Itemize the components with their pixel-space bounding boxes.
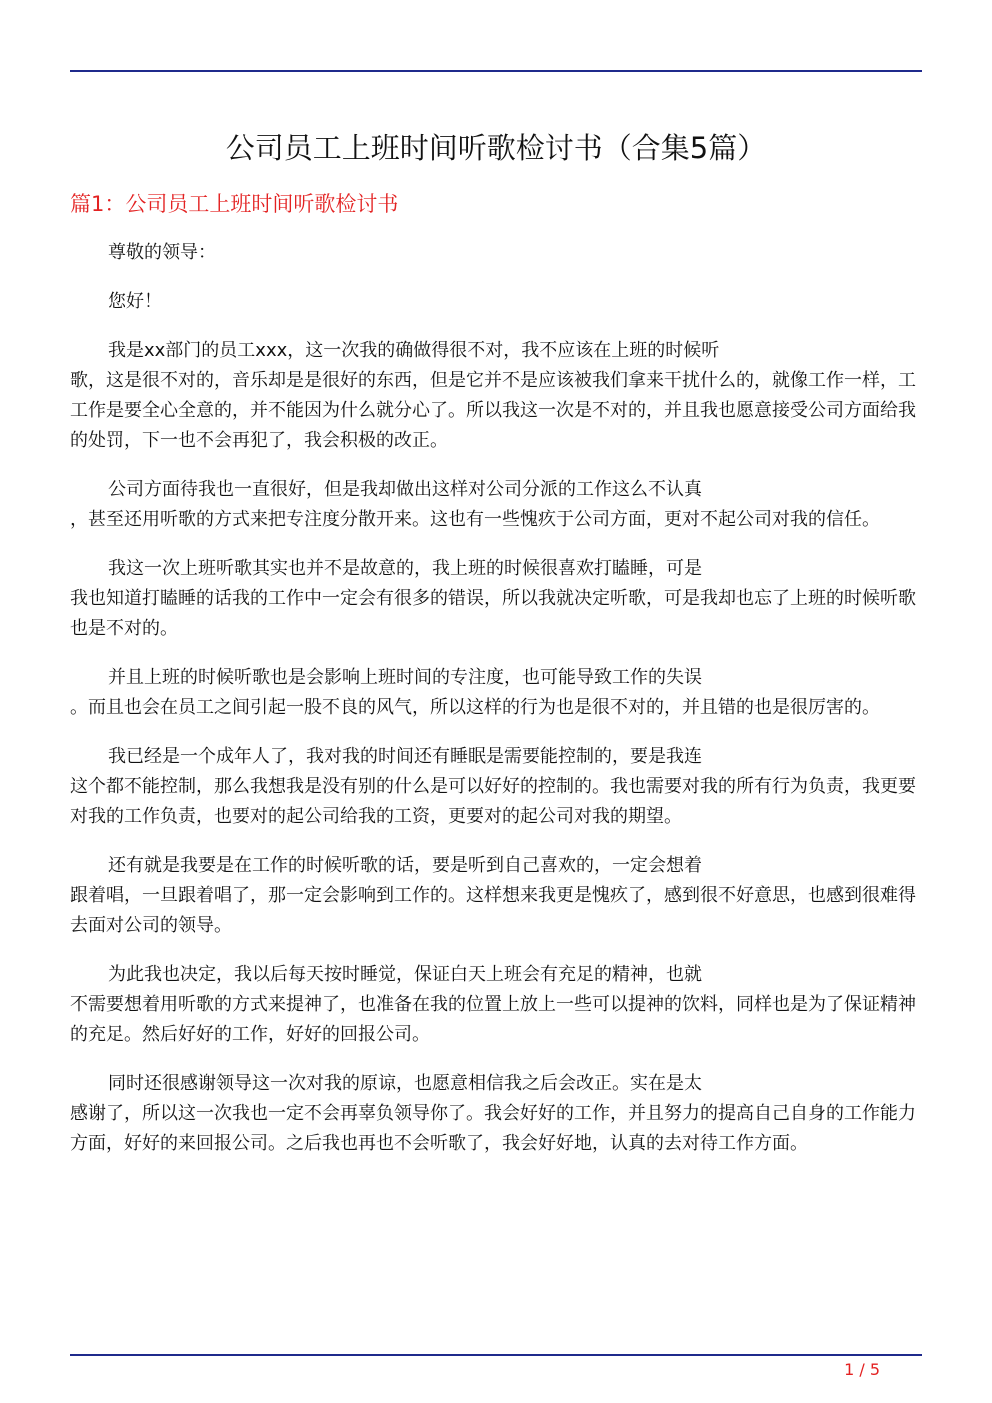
paragraph-body: 不需要想着用听歌的方式来提神了，也准备在我的位置上放上一些可以提神的饮料，同样也是为了保证精神的充足。然后好好的工作，好好的回报公司。 — [70, 994, 916, 1045]
paragraph-body: 我也知道打瞌睡的话我的工作中一定会有很多的错误，所以我就决定听歌，可是我却也忘了上班的时候听歌也是不对的。 — [70, 588, 916, 639]
page-number: 1 / 5 — [844, 1360, 880, 1379]
paragraph — [70, 554, 922, 644]
paragraph-first-line: 我这一次上班听歌其实也并不是故意的，我上班的时候很喜欢打瞌睡，可是 — [108, 558, 702, 579]
paragraph-body: ，甚至还用听歌的方式来把专注度分散开来。这也有一些愧疚于公司方面，更对不起公司对我的信任。 — [70, 509, 880, 530]
paragraph-first-line: 您好！ — [108, 291, 162, 312]
paragraph-first-line: 尊敬的领导： — [108, 242, 216, 263]
paragraph — [70, 960, 922, 1050]
paragraph-first-line: 我已经是一个成年人了，我对我的时间还有睡眠是需要能控制的，要是我连 — [108, 746, 702, 767]
paragraph — [70, 336, 922, 456]
paragraph-greeting — [70, 287, 922, 317]
paragraph-body: 跟着唱，一旦跟着唱了，那一定会影响到工作的。这样想来我更是愧疚了，感到很不好意思，也感到很难得去面对公司的领导。 — [70, 885, 916, 936]
paragraph-first-line: 同时还很感谢领导这一次对我的原谅，也愿意相信我之后会改正。实在是太 — [108, 1073, 702, 1094]
paragraph — [70, 475, 922, 535]
paragraph-body: 歌，这是很不对的，音乐却是是很好的东西，但是它并不是应该被我们拿来干扰什么的，就像工作一样，工工作是要全心全意的，并不能因为什么就分心了。所以我这一次是不对的，并且我也愿意接受公司方面给我的处罚，下一也不会再犯了，我会积极的改正。 — [70, 370, 916, 451]
paragraph-first-line: 公司方面待我也一直很好，但是我却做出这样对公司分派的工作这么不认真 — [108, 479, 702, 500]
paragraph-first-line: 还有就是我要是在工作的时候听歌的话，要是听到自己喜欢的，一定会想着 — [108, 855, 702, 876]
paragraph-body: 这个都不能控制，那么我想我是没有别的什么是可以好好的控制的。我也需要对我的所有行为负责，我更要对我的工作负责，也要对的起公司给我的工资，更要对的起公司对我的期望。 — [70, 776, 916, 827]
paragraph-first-line: 为此我也决定，我以后每天按时睡觉，保证白天上班会有充足的精神，也就 — [108, 964, 702, 985]
document-title: 公司员工上班时间听歌检讨书（合集5篇） — [225, 131, 767, 165]
paragraph — [70, 1069, 922, 1159]
header-rule — [70, 70, 922, 72]
paragraph — [70, 663, 922, 723]
paragraph-body: 感谢了，所以这一次我也一定不会再辜负领导你了。我会好好的工作，并且努力的提高自己自身的工作能力方面，好好的来回报公司。之后我也再也不会听歌了，我会好好地，认真的去对待工作方面。 — [70, 1103, 916, 1154]
paragraph-first-line: 并且上班的时候听歌也是会影响上班时间的专注度，也可能导致工作的失误 — [108, 667, 702, 688]
paragraph-first-line: 我是xx部门的员工xxx，这一次我的确做得很不对，我不应该在上班的时候听 — [108, 340, 720, 361]
paragraph — [70, 742, 922, 832]
paragraph-body: 。而且也会在员工之间引起一股不良的风气，所以这样的行为也是很不对的，并且错的也是很厉害的。 — [70, 697, 880, 718]
section-heading: 篇1：公司员工上班时间听歌检讨书 — [70, 192, 399, 216]
document-body — [70, 238, 922, 1178]
paragraph-salutation — [70, 238, 922, 268]
paragraph — [70, 851, 922, 941]
footer-rule — [70, 1354, 922, 1356]
